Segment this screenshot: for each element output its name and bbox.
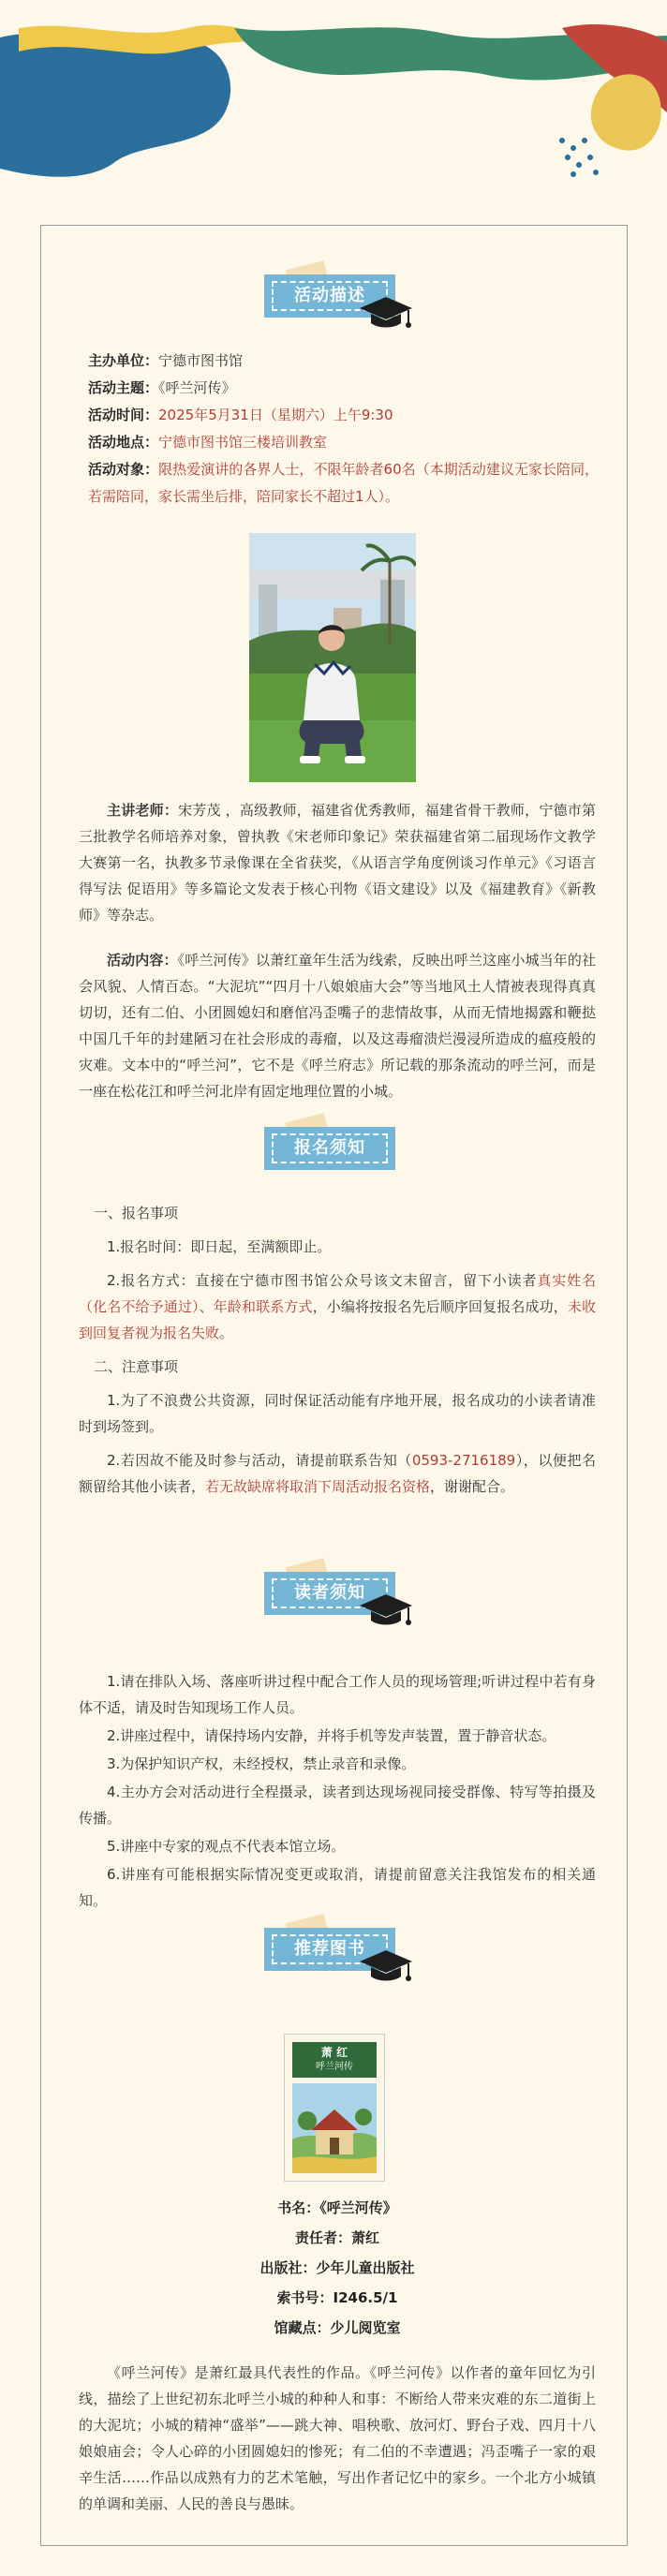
method-e: 。: [219, 1325, 234, 1341]
time-value: 2025年5月31日（星期六）上午9:30: [158, 407, 393, 423]
note2-a: 2.若因故不能及时参与活动，请提前联系告知（: [107, 1452, 412, 1469]
speaker-photo: [249, 533, 416, 782]
section-heading-book: [41, 1917, 627, 2001]
section-heading-reader: [41, 1561, 627, 1645]
theme-row: [88, 375, 599, 402]
teacher-text: [79, 797, 596, 928]
content-value: 《呼兰河传》以萧红童年生活为线索，反映出呼兰这座小城当年的社会风貌、人情百态。“大泥坑”“四月十八娘娘庙大会”等当地风土人情被表现得真真切切，还有二伯、小团圆媳妇和磨倌冯歪嘴子的悲情故事，从而无情地揭露和鞭挞中国几千年的封建陋习在社会形成的毒瘤，以及这毒瘤溃烂漫浸所造成的瘟疫般的灾难。文本中的“呼兰河”，它不是《呼兰府志》所记载的那条流动的呼兰河，而是一座在松花江和呼兰河北岸有固定地理位置的小城。: [79, 952, 596, 1100]
reader-item-5: 5.讲座中专家的观点不代表本馆立场。: [107, 1838, 346, 1855]
signup-note-1: 1.为了不浪费公共资源，同时保证活动能有序地开展，报名成功的小读者请准时到场签到。: [79, 1392, 596, 1435]
book-callno-line: 索书号：I246.5/1: [276, 2289, 398, 2306]
content-label: 活动内容：: [107, 952, 178, 969]
cover-title-band: [292, 2042, 377, 2078]
note2-c: 若无故缺席将取消下周活动报名资格: [205, 1478, 431, 1495]
method-a: 2.报名方式：直接在宁德市图书馆公众号该文末留言，留下小读者: [107, 1272, 538, 1289]
audience-value: 限热爱演讲的各界人士，不限年龄者60名（本期活动建议无家长陪同，若需陪同，家长需坐后排，陪同家长不超过1人）。: [88, 461, 599, 505]
content-paragraph: [79, 947, 596, 1104]
activity-info: [88, 348, 599, 511]
heading-text: 报名须知: [272, 1133, 388, 1163]
method-b: 真实姓名（化名不给予通过）、年龄和联系方式: [79, 1272, 596, 1315]
book-author-line: 责任者：萧红: [294, 2229, 379, 2246]
graduation-cap-icon: [358, 1945, 414, 1988]
time-label: 活动时间：: [88, 407, 159, 423]
signup-block: [79, 1200, 596, 1500]
place-value: 宁德市图书馆三楼培训教室: [158, 434, 328, 451]
organizer-value: 宁德市图书馆: [158, 352, 244, 369]
reader-item-1: 1.请在排队入场、落座听讲过程中配合工作人员的现场管理;听讲过程中若有身体不适，请及时告知现场工作人员。: [79, 1673, 596, 1716]
teacher-label: 主讲老师：: [107, 802, 179, 819]
signup-method: [79, 1267, 596, 1346]
note2-b: ），以便把名额留给其他小读者，: [79, 1452, 596, 1495]
audience-row: [88, 456, 599, 511]
reader-notes: [79, 1668, 596, 1914]
cover-illustration: [292, 2083, 377, 2173]
teacher-value: 宋芳茂 ，高级教师，福建省优秀教师，福建省骨干教师，宁德市第三批教学名师培养对象，曾执教《宋老师印象记》荣获福建省第二届现场作文教学大赛第一名，执教多节录像课在全省获奖，《从语言学角度例谈习作单元》《习语言 得写法 促语用》等多篇论文发表于核心刊物《语文建设》以及《福建教育》《新教师》等杂志。: [79, 802, 596, 924]
graduation-cap-icon: [358, 1589, 414, 1632]
reader-item-4: 4.主办方会对活动进行全程摄录，读者到达现场视同接受群像、特写等拍摄及传播。: [79, 1784, 596, 1827]
theme-label: 活动主题：: [88, 379, 159, 396]
heading-text: 活动描述: [272, 281, 388, 311]
method-d: 未收到回复者视为报名失败: [79, 1298, 596, 1341]
teacher-paragraph: [79, 797, 596, 928]
book-location-line: 馆藏点：少儿阅览室: [274, 2319, 401, 2336]
book-intro: [79, 2360, 596, 2517]
method-c: ，小编将按报名先后顺序回复报名成功，: [312, 1298, 568, 1315]
book-title-line: 书名：《呼兰河传》: [277, 2199, 397, 2216]
heading-text: 读者须知: [272, 1578, 388, 1608]
place-label: 活动地点：: [88, 434, 159, 451]
contact-phone: 0593-2716189: [411, 1452, 516, 1469]
signup-time: 1.报名时间：即日起，至满额即止。: [107, 1238, 332, 1255]
reader-item-6: 6.讲座有可能根据实际情况变更或取消，请提前留意关注我馆发布的相关通知。: [79, 1866, 596, 1909]
signup-section-2: 二、注意事项: [94, 1358, 179, 1375]
book-publisher-line: 出版社：少年儿童出版社: [259, 2259, 415, 2276]
reader-item-2: 2.讲座过程中，请保持场内安静，并将手机等发声装置，置于静音状态。: [107, 1727, 556, 1744]
audience-label: 活动对象：: [88, 461, 159, 478]
organizer-row: [88, 348, 599, 375]
note2-d: ，谢谢配合。: [430, 1478, 515, 1495]
organizer-label: 主办单位：: [88, 352, 159, 369]
decorative-banner: [0, 0, 667, 187]
content-frame: [40, 225, 628, 2546]
section-heading-activity: [41, 263, 627, 348]
time-row: [88, 402, 599, 429]
place-row: [88, 429, 599, 456]
content-text: [79, 947, 596, 1104]
reader-item-3: 3.为保护知识产权，未经授权，禁止录音和录像。: [107, 1755, 416, 1772]
heading-text: 推荐图书: [272, 1934, 388, 1964]
book-cover: [284, 2034, 385, 2182]
graduation-cap-icon: [358, 291, 414, 334]
heading-box: [264, 1127, 395, 1170]
cover-title: 萧 红: [320, 2046, 348, 2059]
signup-section-1: 一、报名事项: [94, 1205, 179, 1221]
cover-subtitle: 呼兰河传: [316, 2062, 353, 2072]
section-heading-signup: [41, 1116, 627, 1200]
signup-note-2: [79, 1447, 596, 1500]
theme-value: 《呼兰河传》: [158, 379, 236, 396]
book-intro-text: 《呼兰河传》是萧红最具代表性的作品。《呼兰河传》以作者的童年回忆为引线，描绘了上世纪初东北呼兰小城的种种人和事：不断给人带来灾难的东二道街上的大泥坑；小城的精神“盛举”——跳大神、唱秧歌、放河灯、野台子戏、四月十八娘娘庙会；令人心碎的小团圆媳妇的惨死；有二伯的不幸遭遇；冯歪嘴子一家的艰辛生活……作品以成熟有力的艺术笔触，写出作者记忆中的家乡。一个北方小城镇的单调和美丽、人民的善良与愚昧。: [79, 2364, 596, 2512]
